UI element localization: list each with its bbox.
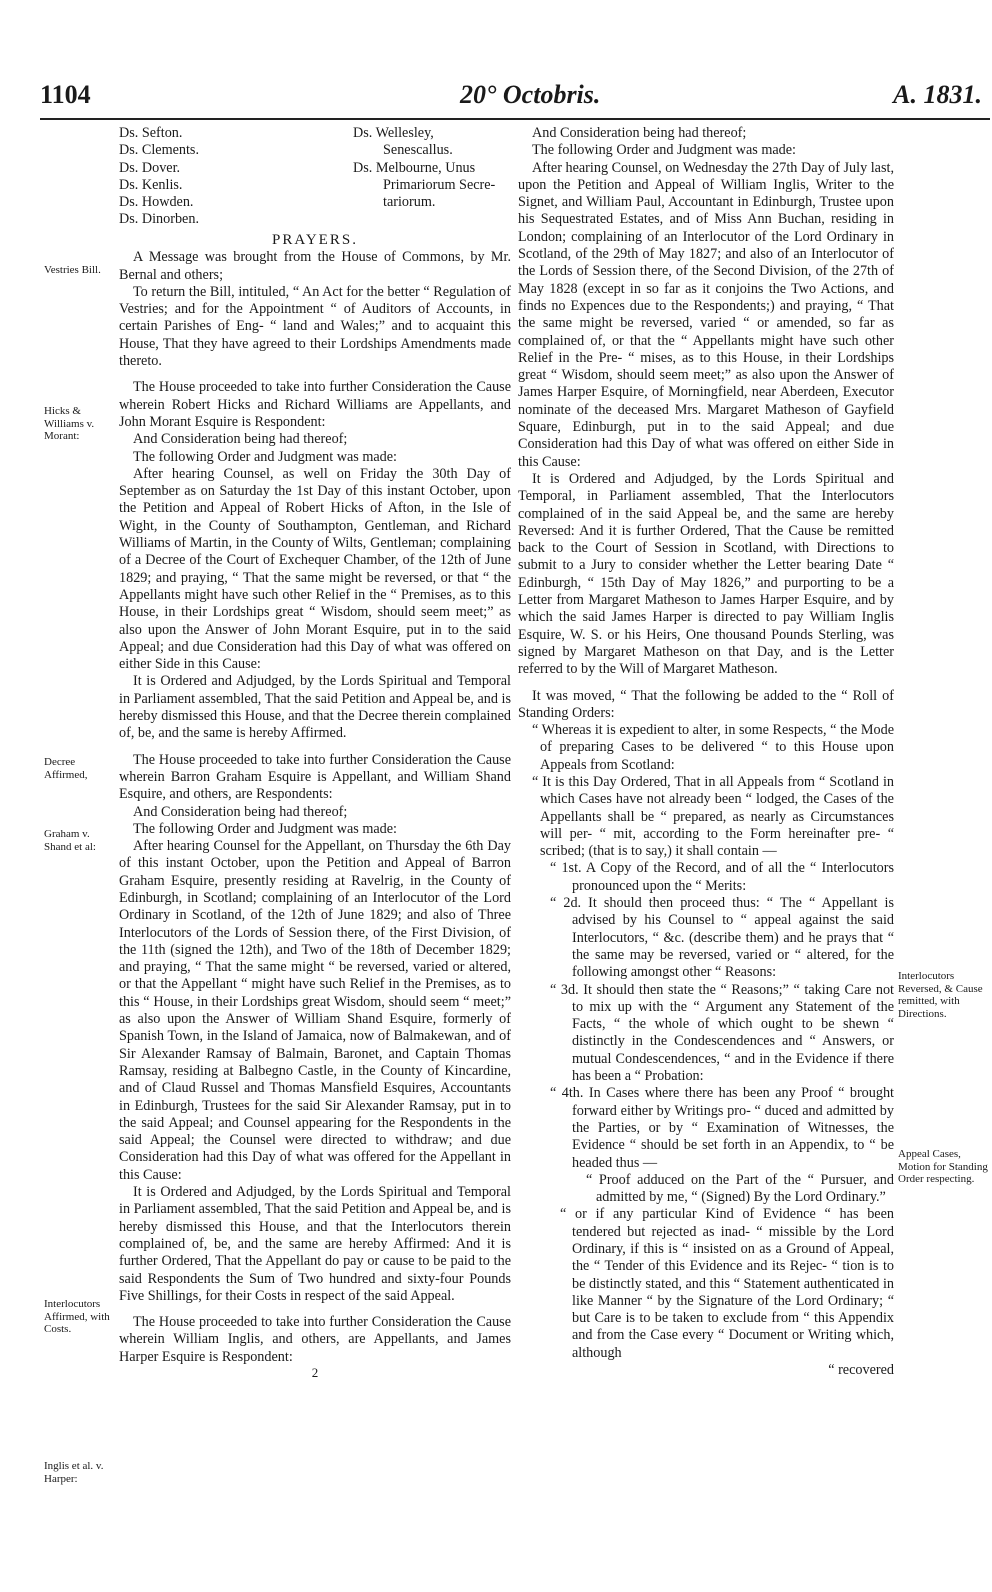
signature-mark: 2 <box>311 1365 319 1380</box>
lord-name: Ds. Wellesley, <box>353 125 434 141</box>
right-column <box>518 125 894 1379</box>
paragraph: And Consideration being had thereof; <box>133 431 348 448</box>
margin-note-hicks: Hicks & Williams v. Morant: <box>44 405 95 442</box>
margin-note-interlocutors-affirmed: Interlocutors Affirmed, with Costs. <box>44 1298 110 1335</box>
lord-name: Ds. Sefton. <box>119 125 183 141</box>
lord-office: tariorum. <box>383 194 436 211</box>
margin-note-inglis: Inglis et al. v. Harper: <box>44 1460 104 1485</box>
lord-name: Ds. Melbourne, Unus <box>353 159 476 176</box>
lord-name: Ds. Clements. <box>119 142 199 159</box>
standing-order-item: “ 1st. A Copy of the Record, and of all the “ Interlocutors pronounced upon the “ Merits: <box>550 860 894 894</box>
header-rule <box>40 118 990 120</box>
lord-name: Ds. Dover. <box>119 159 181 176</box>
standing-order-clause: “ Whereas it is expedient to alter, in some Respects, “ the Mode of preparing Cases to be delivered “ to this House upon Appeals from Scotland: <box>532 722 894 773</box>
margin-note-appeal-cases: Appeal Cases, Motion for Standing Order respecting. <box>898 1148 988 1185</box>
paragraph: After hearing Counsel for the Appellant, on Thursday the 6th Day of this instant October, upon the Petition and Appeal of Barron Graham Esquire, presently residing at Ravelrig, in the County of Edinburgh, in Scotland; complaining of an Interlocutor of the Lord Ordinary in Scotland, of the 12th of June 1829; and also of Three Interlocutors of the Lords of Session there, of the First Division, of the 11th (signed the 12th), and Two of the 18th of December 1829; and praying, “ That the same might “ be reversed, varied or altered, or that the Appellant “ might have such Relief in the Premises, as to this “ House, in their Lordships great Wisdom, should seem “ meet;” as also upon the Answer of William Shand Esquire, formerly of Spanish Town, in the Island of Jamaica, now of Balmakewan, and of Sir Alexander Ramsay of Balmain, Baronet, and Captain Thomas Ramsay, residing at Balbegno Castle, in the County of Kincardine, and of Claud Russel and Thomas Mansfield Esquires, Accountants in Edinburgh, Trustees for the said Sir Alexander Ramsay, put in to the said Appeal; and Counsel appearing for the Respondents in the said Appeal; the Counsel were directed to withdraw; and due Consideration had this Day of what was offered for the Appellant in this Cause: <box>119 838 511 1183</box>
paragraph: After hearing Counsel, on Wednesday the 27th Day of July last, upon the Petition and Appeal of William Inglis, Writer to the Signet, and William Paul, Accountant in Edinburgh, Trustee upon his Sequestrated Estates, and of Miss Ann Buchan, residing in London; complaining of an Interlocutor of the Lord Ordinary in Scotland, of the 29th of May 1827; and also of an Interlocutor of the Lords of Session there, of the Second Division, of the 27th of May 1828 (except in so far as it conjoins the Two Actions, and finds no Expences due to the Respondents;) and praying, “ That the same might be reversed, varied “ or amended, so far as complained of, or that the “ Appellants might have such other Relief in the Pre- “ mises, as to this House, in their Lordships great “ Wisdom, should seem meet;” as also upon the Answer of James Harper Esquire, of Morningfield, near Aberdeen, Executor nominate of the deceased Mrs. Margaret Matheson of Gayfield Square, Edinburgh, put in to the said Appeal; and due Consideration had this Day of what was offered on either Side in this Cause: <box>518 159 894 470</box>
lord-office: Senescallus. <box>383 142 453 159</box>
paragraph: It is Ordered and Adjudged, by the Lords Spiritual and Temporal in Parliament assembled, That the said Petition and Appeal be, and is hereby dismissed this House, and that the Decree therein complained of, be, and the same is hereby Affirmed. <box>119 673 511 742</box>
paragraph: After hearing Counsel, as well on Friday the 30th Day of September as on Saturday the 1st Day of this instant October, upon the Petition and Appeal of Robert Hicks of Afton, in the Isle of Wight, in the County of Southampton, Gentleman, and Richard Williams of Martin, in the County of Wilts, Gentleman; complaining of a Decree of the Court of Exchequer Chamber, of the 12th of June 1829; and praying, “ That the same might be reversed, or that “ the Appellants might have such other Relief in the “ Premises, as to this House, in their Lordships great “ Wisdom, should seem meet;” as also upon the Answer of John Morant Esquire, put in to the said Appeal; and due Consideration had this Day of what was offered on either Side in this Cause: <box>119 465 511 673</box>
paragraph: The following Order and Judgment was made: <box>133 820 397 837</box>
lords-list-left <box>119 125 359 229</box>
lord-name: Ds. Kenlis. <box>119 176 183 193</box>
lord-name: Ds. Howden. <box>119 194 194 211</box>
paragraph: And Consideration being had thereof; <box>133 803 348 820</box>
standing-order-item: “ or if any particular Kind of Evidence “ has been tendered but rejected as inad- “ missible by the Lord Ordinary, if this is “ insisted on as a Ground of Appeal, the “ Tender of this Evidence and its Rejec- “ tion is to be distinctly stated, and this “ Statement authenticated in like Manner “ by the Signature of the Lord Ordinary; “ but Care is to be taken to exclude from “ this Appendix and from the Case every “ Document or Writing which, although <box>560 1206 894 1361</box>
paragraph: To return the Bill, intituled, “ An Act for the better “ Regulation of Vestries; and for the Appointment “ of Auditors of Accounts, in certain Parishes of Eng- “ land and Wales;” and to acquaint this House, That they have agreed to their Lordships Amendments made thereto. <box>119 283 511 370</box>
page-date: 20° Octobris. <box>460 80 601 109</box>
paragraph: The following Order and Judgment was made: <box>532 142 796 159</box>
standing-order-item: “ 2d. It should then proceed thus: “ The “ Appellant is advised by his Counsel to “ appeal against the said Interlocutors, “ &c. (describe them) and he prays that “ the same may be reversed, varied or “ altered, for the following amongst other “ Reasons: <box>550 895 894 981</box>
paragraph: It was moved, “ That the following be added to the “ Roll of Standing Orders: <box>518 687 894 721</box>
paragraph: A Message was brought from the House of Commons, by Mr. Bernal and others; <box>119 249 511 283</box>
standing-order-item: “ 4th. In Cases where there has been any Proof “ brought forward either by Writings pro- “ duced and admitted by the Parties, or by “ Examination of Witnesses, the Evidence “ should be set forth in an Appendix, to “ be headed thus — <box>550 1085 894 1171</box>
margin-note-vestries: Vestries Bill. <box>44 264 101 276</box>
paragraph: The House proceeded to take into further Consideration the Cause wherein William Inglis, and others, are Appellants, and James Harper Esquire is Respondent: <box>119 1314 511 1365</box>
paragraph: It is Ordered and Adjudged, by the Lords Spiritual and Temporal, in Parliament assembled, That the Interlocutors complained of in the said Appeal be, and the same are hereby Reversed: And it is further Ordered, That the Cause be remitted back to the Court of Session in Scotland, with Directions to submit to a Jury to consider whether the Letter bearing Date “ Edinburgh, “ 15th Day of May 1826,” and purporting to be a Letter from Margaret Matheson to James Harper Esquire, and by which the said James Harper is directed to pay William Inglis Esquire, W. S. or his Heirs, One thousand Pounds Sterling, was signed by Margaret Matheson on that Day, and is the Letter referred to by the Will of Margaret Matheson. <box>518 470 894 678</box>
catchword: “ recovered <box>828 1362 894 1379</box>
margin-note-interlocutors-reversed: Interlocutors Reversed, & Cause remitted, with Directions. <box>898 970 983 1020</box>
paragraph: And Consideration being had thereof; <box>532 125 747 141</box>
standing-order-item: “ 3d. It should then state the “ Reasons;” “ taking Care not to mix up with the “ Argument any Statement of the Facts, “ the whole of which ought to be shewn “ distinctly in the Condescendences and “ Answers, or mutual Condescendences, “ and in the Evidence if there has been a “ Probation: <box>550 981 894 1085</box>
page-header <box>40 80 990 114</box>
page-year: A. 1831. <box>893 80 982 109</box>
margin-note-graham: Graham v. Shand et al: <box>44 828 96 853</box>
lord-office: Primariorum Secre- <box>383 176 496 193</box>
paragraph: The following Order and Judgment was made: <box>133 448 397 465</box>
standing-order-form: “ Proof adduced on the Part of the “ Pursuer, and admitted by me, “ (Signed) By the Lord Ordinary.” <box>586 1171 894 1206</box>
paragraph: The House proceeded to take into further Consideration the Cause wherein Robert Hicks and Richard Williams are Appellants, and John Morant Esquire is Respondent: <box>119 379 511 430</box>
paragraph: The House proceeded to take into further Consideration the Cause wherein Barron Graham Esquire is Appellant, and William Shand Esquire, and others, are Respondents: <box>119 751 511 803</box>
lords-list-right <box>353 125 523 211</box>
margin-note-decree-affirmed: Decree Affirmed, <box>44 756 88 781</box>
section-heading-prayers: PRAYERS. <box>272 232 358 248</box>
standing-order-clause: “ It is this Day Ordered, That in all Appeals from “ Scotland in which Cases have not already been “ lodged, the Cases of the Appellants shall be “ prepared, as nearly as Circumstances will per- “ mit, according to the Form hereinafter pre- “ scribed; (that is to say,) it shall contain — <box>532 773 894 860</box>
left-column <box>119 232 511 1380</box>
lord-name: Ds. Dinorben. <box>119 211 199 228</box>
page-number: 1104 <box>40 80 91 109</box>
paragraph: It is Ordered and Adjudged, by the Lords Spiritual and Temporal in Parliament assembled, That the said Petition and Appeal be, and is hereby dismissed this House, and that the Interlocutors therein complained of, be, and the same are hereby Affirmed: And it is further Ordered, That the Appellant do pay or cause to be paid to the said Respondents the Sum of Two hundred and sixty-four Pounds Five Shillings, for their Costs in respect of the said Appeal. <box>119 1184 511 1304</box>
